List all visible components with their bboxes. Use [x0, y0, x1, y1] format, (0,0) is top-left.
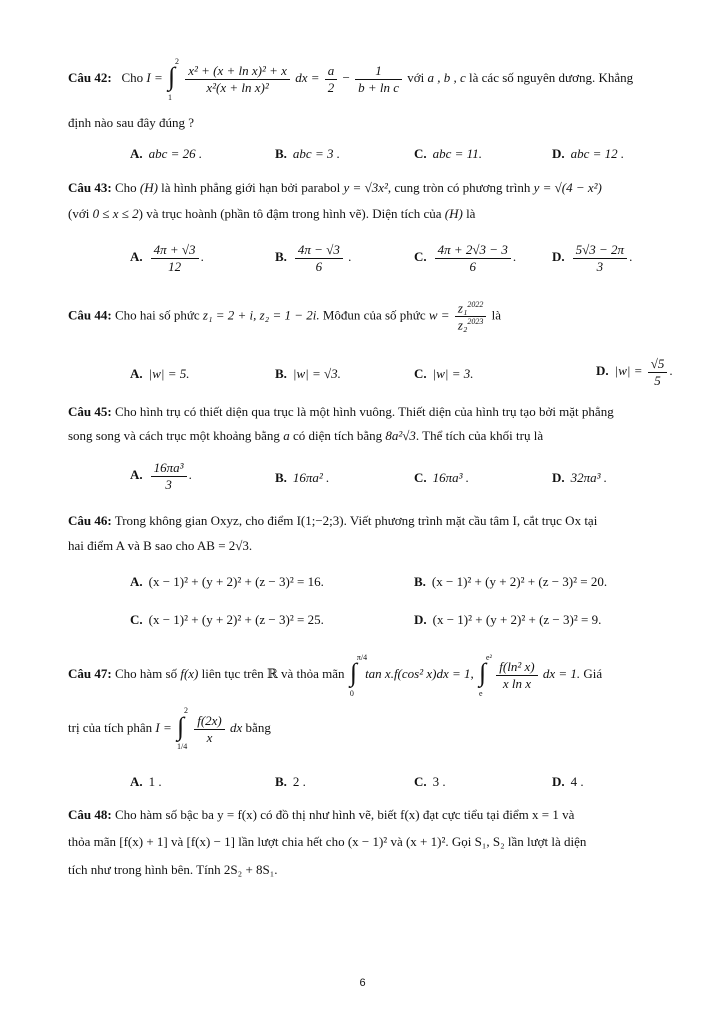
question-45: Câu 45: Cho hình trụ có thiết diện qua trục là một hình vuông. Thiết diện của hình trụ tạo bởi mặt phẳng	[68, 404, 614, 419]
q42-option-c[interactable]: C. abc = 11.	[414, 146, 482, 161]
q44-option-c[interactable]: C. |w| = 3.	[414, 366, 474, 381]
q46-option-b[interactable]: B. (x − 1)² + (y + 2)² + (z − 3)² = 20.	[414, 574, 608, 589]
q47-option-d[interactable]: D. 4 .	[552, 774, 584, 789]
q45-cont: song song và cách trục một khoảng bằng a có diện tích bằng 8a²√3. Thể tích của khối trụ là	[68, 428, 544, 443]
q46-cont: hai điểm A và B sao cho AB = 2√3.	[68, 538, 253, 553]
integral-sign: ∫ 2 1	[167, 57, 179, 102]
question-47: Câu 47: Cho hàm số f(x) liên tục trên ℝ và thỏa mãn ∫ π/4 0 tan x.f(cos² x)dx = 1, ∫ e² e $\frac{\text{f(ln² x)}}{\text{x ln x}}$ dx = 1. Giá	[68, 653, 603, 698]
q48-cont-1: thỏa mãn [f(x) + 1] và [f(x) − 1] lần lượt chia hết cho (x − 1)² và (x + 1)². Gọi S₁, S₂ lần lượt là diện	[68, 834, 587, 849]
q47-option-a[interactable]: A. 1 .	[130, 774, 162, 789]
question-48: Câu 48: Cho hàm số bậc ba y = f(x) có đồ thị như hình vẽ, biết f(x) đạt cực tiểu tại điểm x = 1 và	[68, 807, 575, 822]
q47-option-b[interactable]: B. 2 .	[275, 774, 306, 789]
q43-option-a[interactable]: A. $\frac{4\pi + √3}{12}$ .	[130, 242, 204, 274]
q48-cont-2: tích như trong hình bên. Tính 2S₂ + 8S₁.	[68, 862, 278, 877]
q46-option-a[interactable]: A. (x − 1)² + (y + 2)² + (z − 3)² = 16.	[130, 574, 324, 589]
question-46: Câu 46: Trong không gian Oxyz, cho điểm I(1;−2;3). Viết phương trình mặt cầu tâm I, cắt trục Ox tại	[68, 513, 598, 528]
q46-option-d[interactable]: D. (x − 1)² + (y + 2)² + (z − 3)² = 9.	[414, 612, 602, 627]
q45-option-d[interactable]: D. 32πa³ .	[552, 470, 608, 485]
q43-cont: (với 0 ≤ x ≤ 2) và trục hoành (phần tô đậm trong hình vẽ). Diện tích của (H) là	[68, 206, 476, 221]
q42-option-a[interactable]: A. abc = 26 .	[130, 146, 203, 161]
q45-option-a[interactable]: A. $\frac{\text{16πa³}}{3}$ .	[130, 460, 192, 492]
page-number: 6	[359, 977, 366, 989]
question-44: Câu 44: Cho hai số phức z₁ = 2 + i, z₂ = 1 − 2i. Môđun của số phức w = $\frac{z_1^{2022}}{z_2^{2023}}$ là	[68, 300, 502, 333]
q45-option-c[interactable]: C. 16πa³ .	[414, 470, 470, 485]
q43-option-d[interactable]: D. $\frac{5√3 - 2\pi}{3}$ .	[552, 242, 633, 274]
q42-label: Câu 42:	[68, 69, 112, 85]
q47-cont: trị của tích phân I = ∫ 2 1/4 $\frac{f(2x)}{x}$ dx bằng	[68, 706, 271, 751]
q42-option-d[interactable]: D. abc = 12 .	[552, 146, 625, 161]
q43-option-c[interactable]: C. $\frac{4\pi + 2√3 - 3}{6}$ .	[414, 242, 517, 274]
q42-cont: định nào sau đây đúng ?	[68, 115, 195, 130]
question-42: Câu 42: Cho I = ∫ 2 1 $\frac{\text{x² + (x + ln x)² + x}}{\text{x²(x + ln x)²}}$ dx = $\frac{a}{2}$ − $\frac{1}{\text{b + ln c}}$ với a , b , c là các số nguyên dương. Khẳng	[68, 57, 634, 102]
q47-option-c[interactable]: C. 3 .	[414, 774, 446, 789]
q44-option-b[interactable]: B. |w| = √3.	[275, 366, 341, 381]
q43-option-b[interactable]: B. $\frac{4\pi - √3}{6}$ .	[275, 242, 352, 274]
question-43: Câu 43: Cho (H) là hình phẳng giới hạn bởi parabol y = √3x², cung tròn có phương trình y = √(4 − x²)	[68, 180, 602, 195]
q44-option-a[interactable]: A. |w| = 5.	[130, 366, 190, 381]
q46-option-c[interactable]: C. (x − 1)² + (y + 2)² + (z − 3)² = 25.	[130, 612, 324, 627]
q42-option-b[interactable]: B. abc = 3 .	[275, 146, 340, 161]
q45-option-b[interactable]: B. 16πa² .	[275, 470, 330, 485]
q44-option-d[interactable]: D. |w| = $\frac{√5}{5}$ .	[596, 356, 673, 388]
